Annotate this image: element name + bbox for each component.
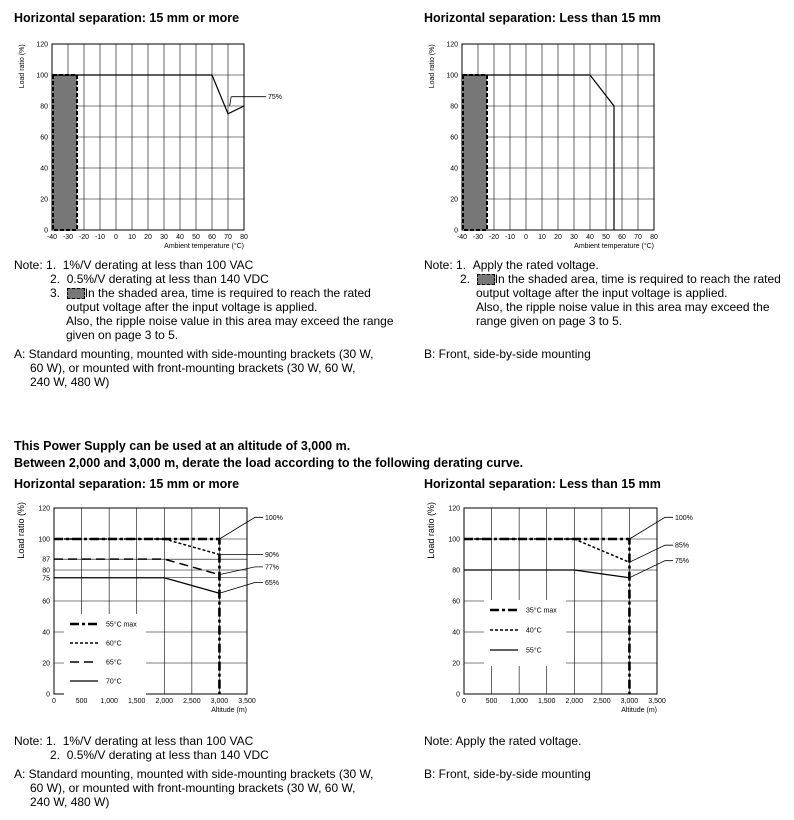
altitude-intro-1: This Power Supply can be used at an altitude of 3,000 m. — [14, 439, 351, 453]
annotation-label: 100% — [675, 514, 693, 522]
y-axis-label: Load ratio (%) — [429, 44, 436, 89]
note-3b: output voltage after the input voltage is applied. — [66, 300, 318, 314]
shaded-swatch-icon — [477, 274, 495, 285]
legend-label: 55°C max — [106, 621, 137, 629]
x-tick-label: 0 — [52, 698, 56, 705]
y-tick-label: 100 — [38, 536, 50, 544]
y-tick-label: 60 — [450, 134, 458, 142]
x-tick-label: -30 — [62, 234, 74, 241]
y-tick-label: 60 — [42, 598, 50, 606]
x-tick-label: 40 — [176, 234, 184, 241]
note-3a: In the shaded area, time is required to reach the rated — [84, 286, 371, 300]
x-axis-label: Ambient temperature (°C) — [164, 243, 244, 250]
x-tick-label: -30 — [472, 234, 484, 241]
y-tick-label: 120 — [36, 41, 48, 49]
y-tick-label: 20 — [42, 660, 50, 668]
annotation-label: 85% — [675, 542, 690, 550]
x-tick-label: 30 — [570, 234, 578, 241]
x-tick-label: 2,000 — [155, 698, 174, 705]
x-axis-label: Ambient temperature (°C) — [574, 243, 654, 250]
mount-top-left: A: Standard mounting, mounted with side-mounting brackets (30 W, 60 W), or mounted with front-mounting brackets (30 W, 60 W, 240 W, 480 W) — [14, 347, 374, 389]
y-axis-label: Load ratio (%) — [426, 502, 436, 559]
notes-top-left: Note: 1. 1%/V derating at less than 100 VAC 2. 0.5%/V derating at less than 140 VDC 3. In the shaded area, time is required to reach the rated output voltage after the input voltage is applied. Also, the ripple noise value in this area may exceed the range given on page 3 to 5. — [14, 258, 394, 342]
x-tick-label: 80 — [650, 234, 658, 241]
annotation-label: 90% — [265, 552, 280, 559]
legend-label: 40°C — [526, 627, 542, 635]
x-tick-label: 3,500 — [238, 698, 256, 705]
annotation-leader — [219, 567, 263, 575]
x-tick-label: 30 — [160, 234, 168, 241]
y-tick-label: 75 — [42, 575, 50, 583]
annotation-leader — [629, 561, 673, 578]
x-tick-label: 0 — [524, 234, 528, 241]
legend-label: 65°C — [106, 659, 122, 667]
y-tick-label: 40 — [452, 629, 460, 637]
note-2: 0.5%/V derating at less than 140 VDC — [66, 272, 269, 286]
x-tick-label: 0 — [462, 698, 466, 705]
top-left-title: Horizontal separation: 15 mm or more — [14, 11, 240, 25]
top-right-title: Horizontal separation: Less than 15 mm — [424, 11, 661, 25]
x-tick-label: 1,000 — [100, 698, 118, 705]
y-tick-label: 80 — [40, 103, 48, 111]
x-tick-label: 1,500 — [537, 698, 556, 705]
y-tick-label: 60 — [40, 134, 48, 142]
annotation-label: 77% — [265, 564, 280, 572]
mount-bottom-right: B: Front, side-by-side mounting — [424, 767, 591, 781]
chart-altitude-15mm-or-more — [14, 500, 314, 720]
x-tick-label: 3,000 — [210, 698, 229, 705]
y-tick-label: 20 — [452, 660, 460, 668]
x-tick-label: -20 — [488, 234, 500, 241]
x-tick-label: 1,500 — [127, 698, 146, 705]
x-tick-label: -10 — [504, 234, 516, 241]
annotation-label: 100% — [265, 514, 283, 522]
chart-temp-less-than-15mm — [424, 34, 684, 256]
annotation-leader — [230, 97, 232, 106]
bottom-left-title: Horizontal separation: 15 mm or more — [14, 477, 240, 491]
x-tick-label: 10 — [128, 234, 136, 241]
y-tick-label: 120 — [448, 505, 460, 513]
annotation-label: 75% — [675, 558, 690, 566]
y-tick-label: 100 — [36, 72, 48, 80]
x-tick-label: -40 — [456, 234, 468, 241]
legend-label: 70°C — [106, 678, 122, 686]
y-tick-label: 20 — [450, 196, 458, 204]
x-tick-label: 70 — [224, 234, 232, 241]
x-tick-label: 500 — [485, 698, 498, 705]
notes-bottom-left: Note: 1. 1%/V derating at less than 100 VAC 2. 0.5%/V derating at less than 140 VDC — [14, 734, 269, 762]
note-3c: Also, the ripple noise value in this area may exceed the range — [66, 314, 394, 328]
y-tick-label: 80 — [42, 567, 50, 575]
shaded-swatch-icon — [67, 288, 85, 299]
note-prefix: Note: 1. — [14, 258, 57, 272]
y-tick-label: 120 — [446, 41, 458, 49]
x-tick-label: -40 — [46, 234, 58, 241]
x-tick-label: 500 — [75, 698, 88, 705]
x-tick-label: -20 — [78, 234, 90, 241]
x-tick-label: 0 — [114, 234, 118, 241]
legend-label: 60°C — [106, 640, 122, 648]
y-tick-label: 87 — [42, 556, 50, 564]
altitude-intro-2: Between 2,000 and 3,000 m, derate the load according to the following derating curve. — [14, 456, 524, 470]
y-tick-label: 20 — [40, 196, 48, 204]
shaded-region — [463, 75, 487, 230]
y-tick-label: 40 — [42, 629, 50, 637]
x-tick-label: 2,000 — [565, 698, 584, 705]
y-axis-label: Load ratio (%) — [19, 44, 26, 89]
shaded-region — [53, 75, 77, 230]
legend-label: 55°C — [526, 647, 542, 655]
x-tick-label: 50 — [602, 234, 610, 241]
x-tick-label: 70 — [634, 234, 642, 241]
bottom-right-title: Horizontal separation: Less than 15 mm — [424, 477, 661, 491]
note-1: Apply the rated voltage. — [472, 258, 599, 272]
annotation-leader — [219, 582, 263, 593]
y-tick-label: 60 — [452, 598, 460, 606]
x-tick-label: 80 — [240, 234, 248, 241]
x-tick-label: 3,500 — [648, 698, 666, 705]
x-axis-label: Altitude (m) — [621, 707, 657, 714]
annotation-label: 75% — [268, 94, 283, 102]
annotation-leader — [629, 517, 673, 539]
legend-label: 35°C max — [526, 607, 557, 615]
x-tick-label: 60 — [618, 234, 626, 241]
chart-altitude-less-than-15mm — [424, 500, 704, 720]
mount-bottom-left: A: Standard mounting, mounted with side-mounting brackets (30 W, 60 W), or mounted with front-mounting brackets (30 W, 60 W, 240 W, 480 W) — [14, 767, 374, 809]
x-tick-label: 2,500 — [593, 698, 611, 705]
annotation-label: 65% — [265, 579, 280, 587]
annotation-leader — [219, 517, 263, 539]
x-tick-label: 10 — [538, 234, 546, 241]
y-tick-label: 0 — [456, 691, 460, 699]
y-tick-label: 120 — [38, 505, 50, 513]
notes-top-right: Note: 1. Apply the rated voltage. 2. In the shaded area, time is required to reach the rated output voltage after the input voltage is applied. Also, the ripple noise value in this area may exceed the range given on page 3 to 5. — [424, 258, 781, 328]
x-tick-label: -10 — [94, 234, 106, 241]
x-tick-label: 20 — [144, 234, 152, 241]
y-tick-label: 80 — [452, 567, 460, 575]
y-tick-label: 100 — [446, 72, 458, 80]
x-tick-label: 20 — [554, 234, 562, 241]
note-2a: In the shaded area, time is required to reach the rated — [494, 272, 781, 286]
x-tick-label: 1,000 — [510, 698, 528, 705]
notes-bottom-right: Note: Apply the rated voltage. — [424, 734, 582, 748]
x-axis-label: Altitude (m) — [211, 707, 247, 714]
x-tick-label: 60 — [208, 234, 216, 241]
y-tick-label: 80 — [450, 103, 458, 111]
annotation-leader — [629, 545, 673, 562]
x-tick-label: 2,500 — [183, 698, 201, 705]
x-tick-label: 3,000 — [620, 698, 639, 705]
x-tick-label: 40 — [586, 234, 594, 241]
y-tick-label: 0 — [454, 227, 458, 235]
y-tick-label: 0 — [44, 227, 48, 235]
y-tick-label: 40 — [450, 165, 458, 173]
note-3d: given on page 3 to 5. — [66, 328, 179, 342]
y-tick-label: 40 — [40, 165, 48, 173]
y-tick-label: 100 — [448, 536, 460, 544]
chart-temp-15mm-or-more — [14, 34, 294, 256]
mount-top-right: B: Front, side-by-side mounting — [424, 347, 591, 361]
y-tick-label: 0 — [46, 691, 50, 699]
x-tick-label: 50 — [192, 234, 200, 241]
y-axis-label: Load ratio (%) — [16, 502, 26, 559]
note-1: 1%/V derating at less than 100 VAC — [62, 258, 254, 272]
